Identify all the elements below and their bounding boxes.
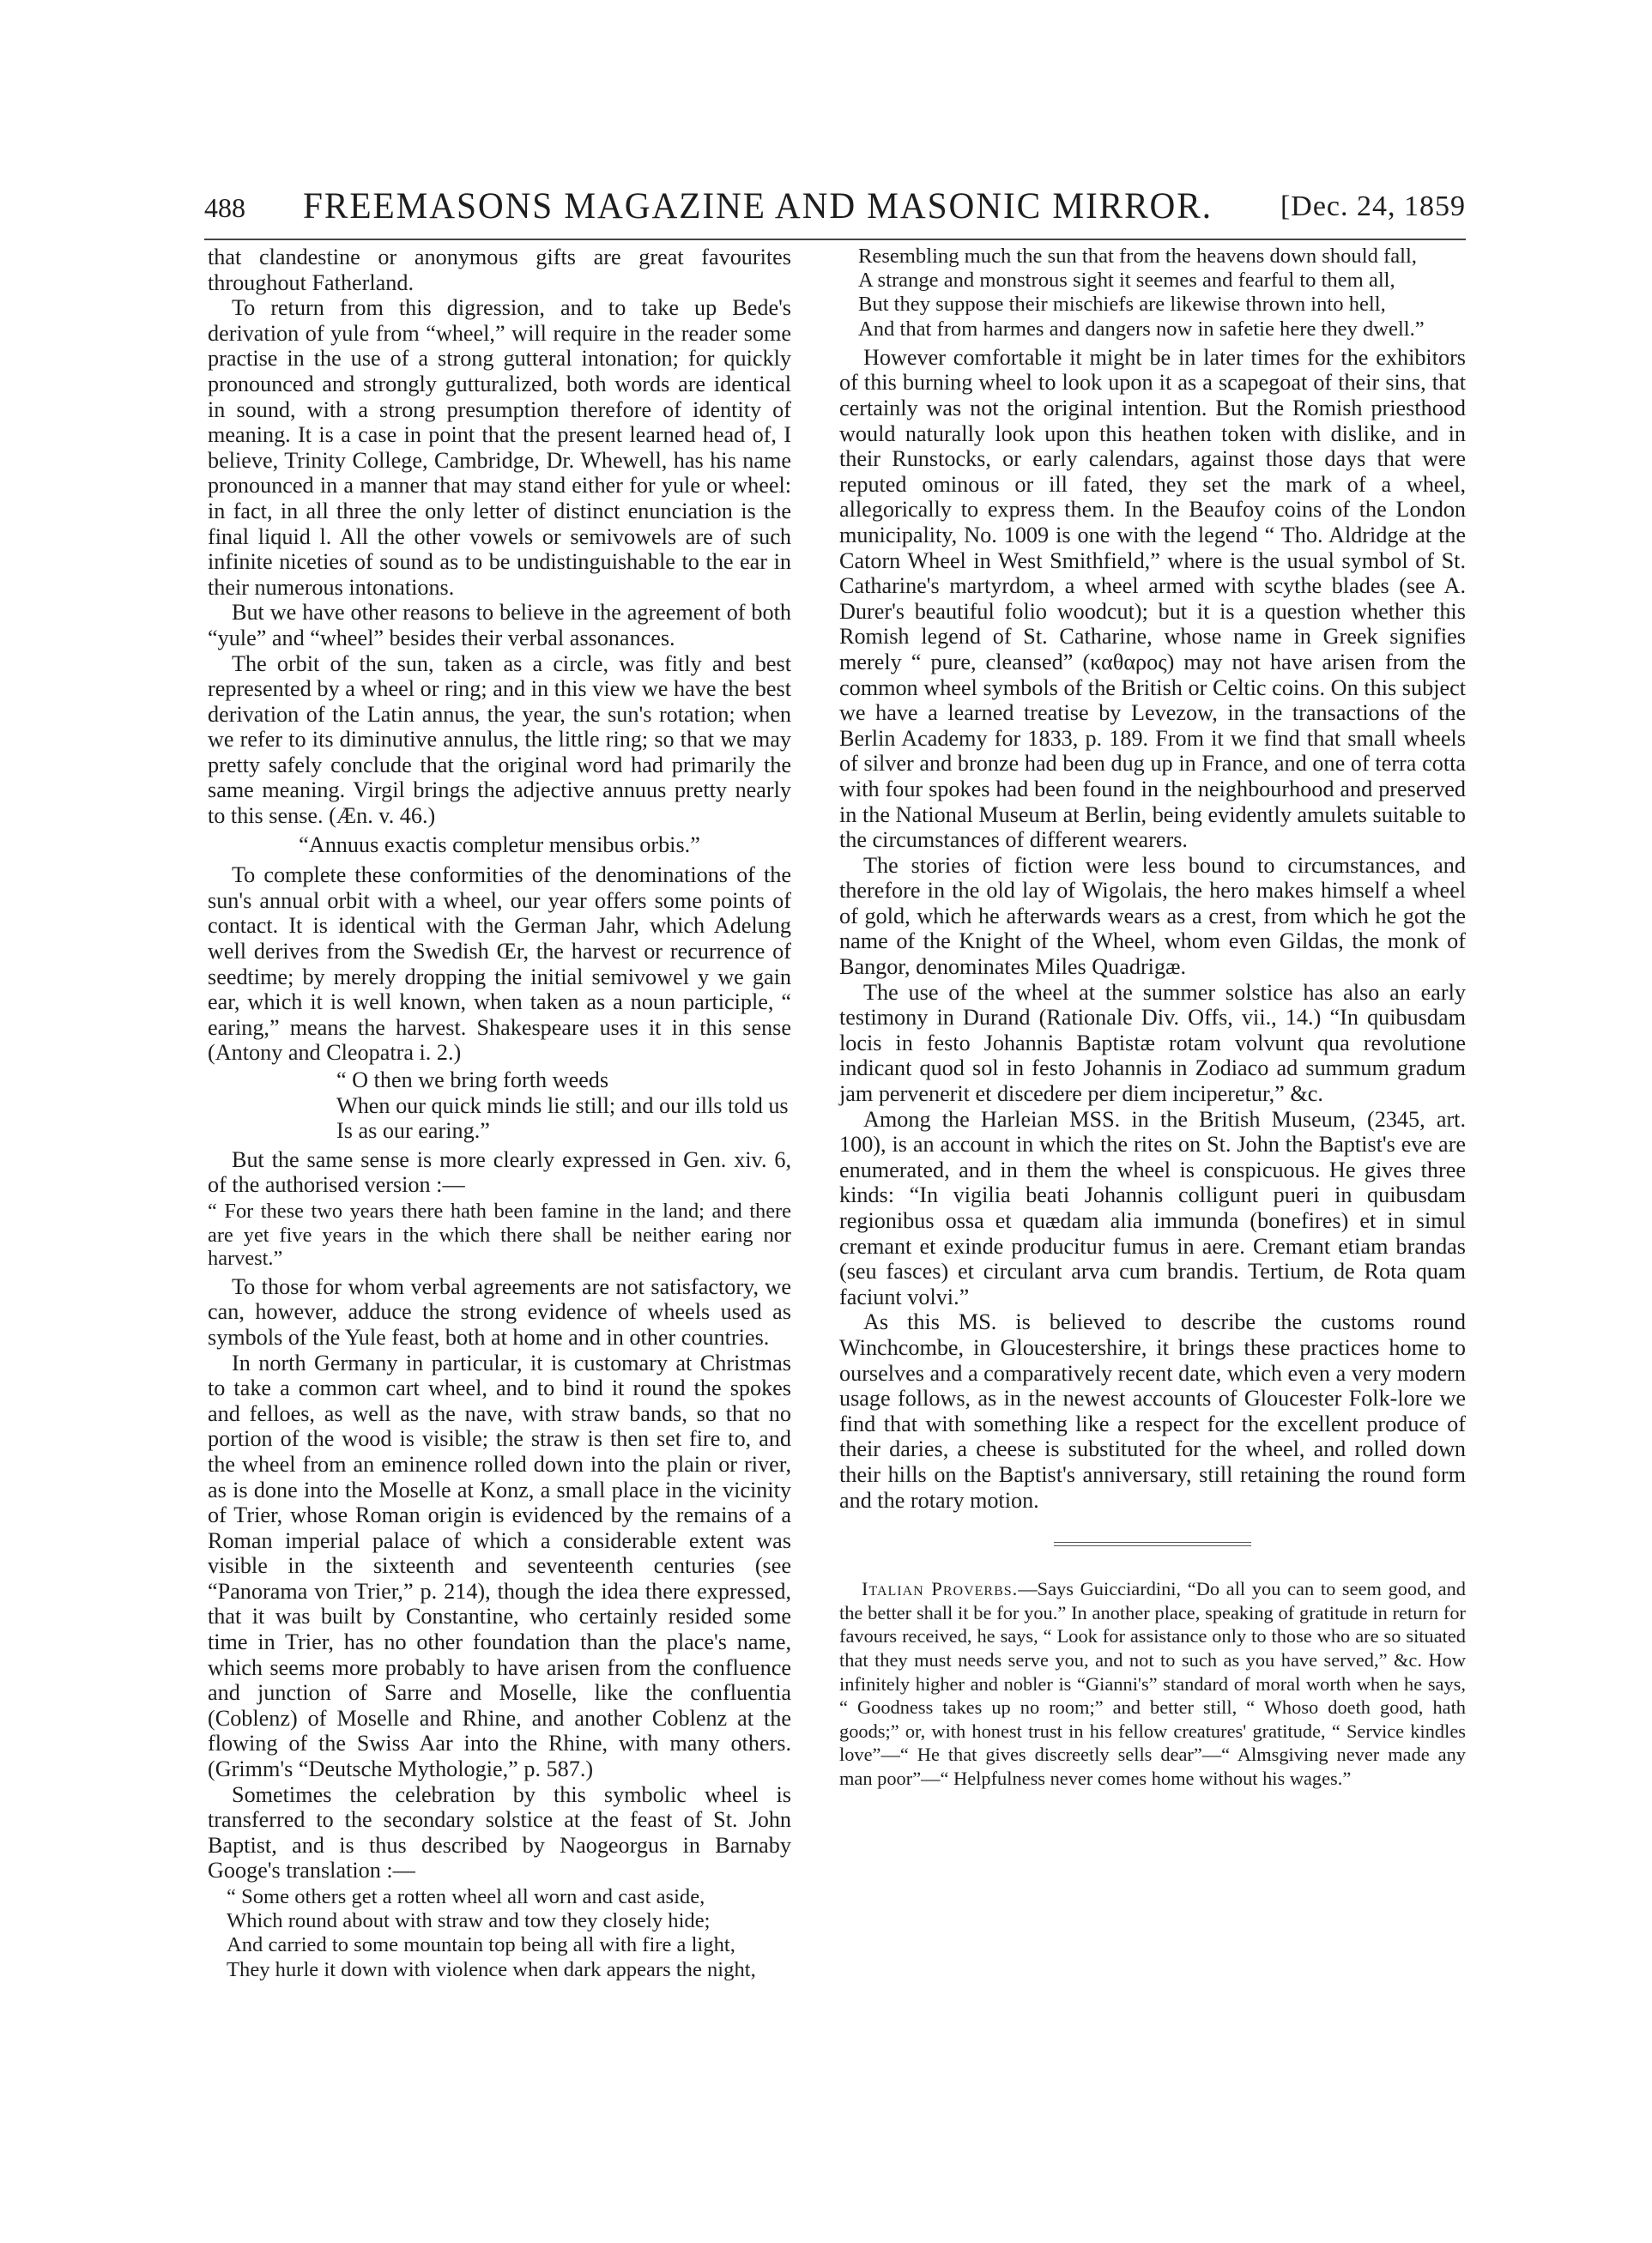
paragraph: The stories of fiction were less bound to circumstances, and therefore in the old lay of Wigolais, the hero makes himself a wheel of gold, which he afterwards wears as a crest, from which he got the name of the Knight of the Wheel, whom even Gildas, the monk of Bangor, denominates Miles Quadrigæ.: [839, 852, 1466, 980]
verse-naogeorgus: [208, 1885, 791, 1982]
paragraph: To return from this digression, and to take up Bede's derivation of yule from “wheel,” will require in the reader some practise in the use of a strong gutteral intonation; for quickly pronounced and strongly gutturalized, both words are identical in sound, with a strong presumption therefore of identity of meaning. It is a case in point that the present learned head of, I believe, Trinity College, Cambridge, Dr. Whewell, has his name pronounced in a manner that may stand either for yule or wheel: in fact, in all three the only letter of distinct enunciation is the final liquid l. All the other vowels or semivowels are of such infinite niceties of sound as to be undistinguishable to the ear in their numerous intonations.: [208, 295, 791, 600]
verse-line: They hurle it down with violence when dark appears the night,: [227, 1957, 756, 1981]
italian-proverbs-note: [839, 1577, 1466, 1790]
verse-line: “ O then we bring forth weeds: [336, 1067, 609, 1092]
section-divider: [1054, 1542, 1251, 1546]
paragraph: However comfortable it might be in later times for the exhibitors of this burning wheel to look upon it as a scapegoat of their sins, that certainly was not the original intention. But the Romish priesthood would naturally look upon this heathen token with dislike, and in their Runstocks, or early calendars, against those days that were reputed ominous or ill fated, they set the mark of a wheel, allegorically to express them. In the Beaufoy coins of the London municipality, No. 1009 is one with the legend “ Tho. Aldridge at the Catorn Wheel in West Smithfield,” where is the usual symbol of St. Catharine's martyrdom, a wheel armed with scythe blades (see A. Durer's beautiful folio woodcut); but it is a question whether this Romish legend of St. Catharine, whose name in Greek signifies merely “ pure, cleansed” (καθαρος) may not have arisen from the common wheel symbols of the British or Celtic coins. On this subject we have a learned treatise by Levezow, in the transactions of the Berlin Academy for 1833, p. 189. From it we find that small wheels of silver and bronze had been dug up in France, and one of terra cotta with four spokes had been found in the neighbourhood and preserved in the National Museum at Berlin, being evidently amulets suitable to the circumstances of different wearers.: [839, 344, 1466, 853]
paragraph: As this MS. is believed to describe the customs round Winchcombe, in Gloucestershire, it brings these practices home to ourselves and a comparatively recent date, which even a very modern usage follows, as in the newest accounts of Gloucester Folk-lore we find that with something like a respect for the excellent produce of their daries, a cheese is substituted for the wheel, and rolled down their hills on the Baptist's anniversary, still retaining the round form and the rotary motion.: [839, 1309, 1466, 1513]
paragraph: But the same sense is more clearly expressed in Gen. xiv. 6, of the authorised version :—: [208, 1146, 791, 1198]
verse-line: When our quick minds lie still; and our ills told us: [336, 1092, 789, 1118]
verse-line: A strange and monstrous sight it seemes and fearful to them all,: [858, 269, 1395, 293]
paragraph: Sometimes the celebration by this symbolic wheel is transferred to the secondary solstice at the feast of St. John Baptist, and is thus described by Naogeorgus in Barnaby Googe's translation :—: [208, 1781, 791, 1883]
magazine-title: FREEMASONS MAGAZINE AND MASONIC MIRROR.: [303, 186, 1213, 227]
paragraph: But we have other reasons to believe in the agreement of both “yule” and “wheel” besides their verbal assonances.: [208, 600, 791, 650]
paragraph: that clandestine or anonymous gifts are great favourites throughout Fatherland.: [208, 245, 791, 295]
note-label: Italian Proverbs.: [862, 1578, 1019, 1600]
paragraph: To those for whom verbal agreements are not satisfactory, we can, however, adduce the strong evidence of wheels used as symbols of the Yule feast, both at home and in other countries.: [208, 1273, 791, 1350]
scripture-quotation: “ For these two years there hath been famine in the land; and there are yet five years in the which there shall be neither earing nor harvest.”: [208, 1199, 791, 1271]
header-rule: [204, 239, 1466, 240]
verse-line: “ Some others get a rotten wheel all worn and cast aside,: [227, 1885, 705, 1908]
paragraph: The orbit of the sun, taken as a circle, was fitly and best represented by a wheel or ring; and in this view we have the best derivation of the Latin annus, the year, the sun's rotation; when we refer to its diminutive annulus, the little ring; so that we may pretty safely conclude that the original word had primarily the same meaning. Virgil brings the adjective annuus pretty nearly to this sense. (Æn. v. 46.): [208, 650, 791, 829]
issue-date: [Dec. 24, 1859: [1280, 190, 1466, 222]
verse-line: And that from harmes and dangers now in safetie here they dwell.”: [858, 317, 1425, 341]
right-column: [839, 245, 1466, 1790]
verse-line: And carried to some mountain top being all with fire a light,: [227, 1933, 735, 1957]
verse-line: Which round about with straw and tow they closely hide;: [227, 1909, 711, 1933]
latin-quotation: “Annuus exactis completur mensibus orbis.”: [299, 831, 700, 857]
note-text: —Says Guicciardini, “Do all you can to seem good, and the better shall it be for you.” In another place, speaking of gratitude in return for favours received, he says, “ Look for assistance only to those who are so situated that they must needs serve you, and not to such as you have served,” &c. How infinitely higher and nobler is “Gianni's” standard of moral worth when he says, “ Goodness takes up no room;” and better still, “ Whoso doeth good, hath goods;” or, with honest trust in his fellow creatures' gratitude, “ Service kindles love”—“ He that gives discreetly sells dear”—“ Almsgiving never made any man poor”—“ Helpfulness never comes home without his wages.”: [839, 1578, 1466, 1789]
verse-line: Resembling much the sun that from the heavens down should fall,: [858, 245, 1417, 268]
verse-line: Is as our earing.”: [336, 1118, 490, 1144]
verse-line: But they suppose their mischiefs are likewise thrown into hell,: [858, 293, 1386, 317]
verse-shakespeare: [208, 1067, 791, 1144]
paragraph: The use of the wheel at the summer solstice has also an early testimony in Durand (Rationale Div. Offs, vii., 14.) “In quibusdam locis in festo Johannis Baptistæ rotam volvunt qua revolutione indicant quod sol in festo Johannis in Zodiaco ad summum gradum jam pervenerit et discedere per diem inciperetur,” &c.: [839, 979, 1466, 1107]
paragraph: Among the Harleian MSS. in the British Museum, (2345, art. 100), is an account in which the rites on St. John the Baptist's eve are enumerated, and in them the wheel is conspicuous. He gives three kinds: “In vigilia beati Johannis colligunt pueri in quibusdam regionibus ossa et quædam alia immunda (bonefires) et in simul cremant et exinde producitur fumus in aere. Cremant etiam brandas (seu fasces) et circulant arva cum brandis. Tertium, de Rota quam faciunt volvi.”: [839, 1106, 1466, 1309]
page-number: 488: [204, 192, 245, 223]
page-header: [204, 185, 1466, 237]
paragraph: To complete these conformities of the denominations of the sun's annual orbit with a wheel, our year offers some points of contact. It is identical with the German Jahr, which Adelung well derives from the Swedish Œr, the harvest or recurrence of seedtime; by merely dropping the initial semivowel y we gain ear, which it is well known, when taken as a noun participle, “ earing,” means the harvest. Shakespeare uses it in this sense (Antony and Cleopatra i. 2.): [208, 862, 791, 1066]
left-column: [208, 245, 791, 1986]
paragraph: In north Germany in particular, it is customary at Christmas to take a common cart wheel, and to bind it round the spokes and felloes, as well as the nave, with straw bands, so that no portion of the wood is visible; the straw is then set fire to, and the wheel from an eminence rolled down into the plain or river, as is done into the Moselle at Konz, a small place in the vicinity of Trier, whose Roman origin is evidenced by the remains of a Roman imperial palace of which a considerable extent was visible in the sixteenth and seventeenth centuries (see “Panorama von Trier,” p. 214), though the idea there expressed, that it was built by Constantine, who certainly resided some time in Trier, has no other foundation than the place's name, which seems more probably to have arisen from the confluence and junction of Sarre and Moselle, like the confluentia (Coblenz) of Moselle and Rhine, and another Coblenz at the flowing of the Swiss Aar into the Rhine, with many others. (Grimm's “Deutsche Mythologie,” p. 587.): [208, 1350, 791, 1782]
verse-continued: [839, 245, 1466, 342]
